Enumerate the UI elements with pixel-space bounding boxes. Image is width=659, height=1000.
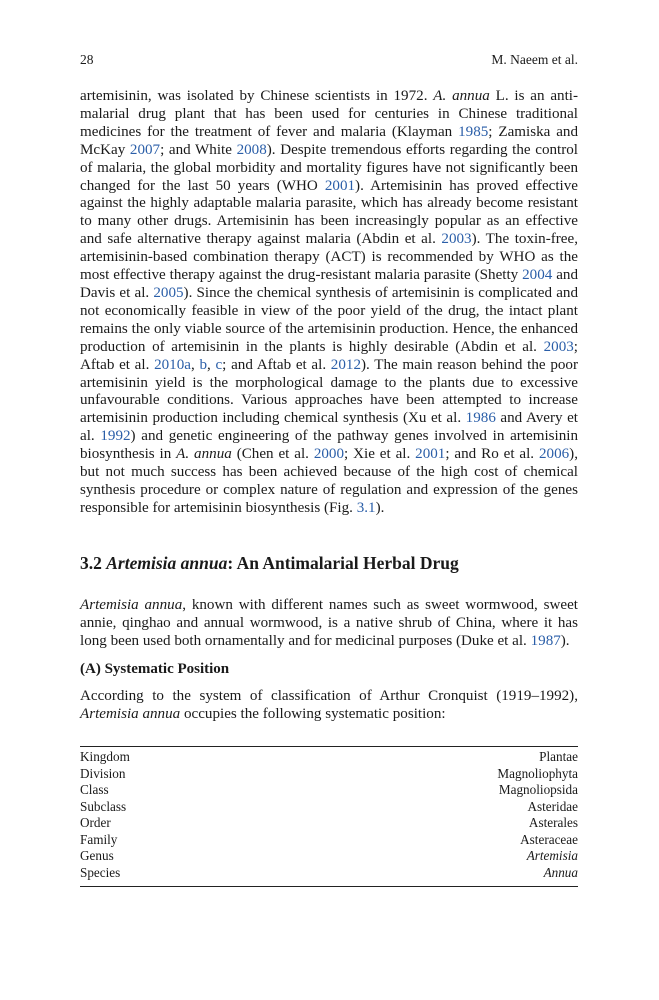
value-cell: Annua bbox=[543, 864, 578, 880]
rank-cell: Family bbox=[80, 831, 118, 847]
italic-term: Artemisia annua bbox=[80, 597, 183, 613]
text-run: L. is an anti-malarial drug plant that has been used for centuries in Chinese traditional medicines for the treatment of fever and malaria (Klayman bbox=[80, 88, 578, 140]
section-heading bbox=[80, 553, 578, 574]
value-cell: Asterales bbox=[528, 815, 578, 830]
text-run: ). Since the chemical synthesis of artemisinin is complicated and not economically feasible in view of the poor yield of the drug, the intact plant remains the only viable source of the artemisinin production. Hence, the enhanced production of artemisinin in the plants is highly desirable (Abdin et al. bbox=[80, 284, 578, 355]
value-cell: Plantae bbox=[539, 749, 578, 764]
citation-link[interactable]: 2000 bbox=[313, 446, 345, 463]
citation-link[interactable]: 1992 bbox=[100, 428, 131, 445]
table-row bbox=[80, 747, 578, 766]
body-paragraph-1 bbox=[80, 88, 578, 518]
citation-link[interactable]: 2008 bbox=[236, 141, 267, 158]
text-run: ). bbox=[375, 499, 385, 516]
italic-term: A. annua bbox=[176, 446, 232, 463]
page-number: 28 bbox=[80, 52, 94, 67]
value-cell: Asteraceae bbox=[520, 831, 578, 847]
section-title-italic: Artemisia annua bbox=[106, 553, 228, 573]
body-paragraph-2 bbox=[80, 597, 578, 651]
text-run: ), but not much success has been achieved because of the high cost of chemical synthesis procedure or complex nature of regulation and expression of the genes responsible for artemisinin biosynthesis (Fig. bbox=[80, 446, 578, 516]
value-cell: Magnoliophyta bbox=[497, 765, 578, 781]
citation-link[interactable]: 2004 bbox=[522, 267, 553, 284]
text-run: , known with different names such as sweet wormwood, sweet annie, qinghao and annual wormwood, is a native shrub of China, where it has long been used both ornamentally and for medicinal purposes (Duke et al. bbox=[80, 597, 579, 649]
section-number: 3.2 bbox=[80, 553, 102, 573]
text-run: ; and Aftab et al. bbox=[222, 356, 331, 373]
citation-link[interactable]: 2007 bbox=[129, 141, 161, 158]
italic-term: A. annua bbox=[433, 88, 490, 104]
table-bottom-rule bbox=[80, 886, 578, 887]
rank-cell: Subclass bbox=[80, 798, 127, 814]
italic-term: Artemisia annua bbox=[80, 705, 181, 722]
citation-link[interactable]: 2003 bbox=[543, 338, 574, 355]
text-run: ). Artemisinin has proved effective against the highly adaptable malaria parasite, which has already become resistant to many other drugs. Artemisinin has been increasingly popular as an effective and safe alternative therapy against malaria (Abdin et al. bbox=[80, 177, 578, 248]
text-run: ). bbox=[560, 632, 570, 649]
text-run: and Davis et al. bbox=[80, 267, 578, 301]
body-paragraph-3 bbox=[80, 688, 578, 724]
citation-link[interactable]: 3.1 bbox=[356, 499, 376, 516]
text-run: and Avery et al. bbox=[80, 410, 578, 445]
text-run: (Chen et al. bbox=[231, 446, 314, 463]
text-run: ). The main reason behind the poor artemisinin yield is the morphological damage to the plants due to excessive unfavourable conditions. Various approaches have been attempted to increase artemisinin production including chemical synthesis (Xu et al. bbox=[80, 356, 578, 427]
rank-cell: Species bbox=[80, 864, 121, 880]
subheading: (A) Systematic Position bbox=[80, 661, 230, 677]
running-head-authors: M. Naeem et al. bbox=[491, 52, 578, 67]
citation-link[interactable]: 1987 bbox=[530, 632, 561, 649]
text-run: ). Despite tremendous efforts regarding the control of malaria, the global morbidity and mortality figures have not significantly been changed for the last 50 years (WHO bbox=[80, 141, 578, 194]
table-row bbox=[80, 766, 578, 783]
text-run: artemisinin, was isolated by Chinese scientists in 1972. bbox=[80, 88, 434, 104]
rank-cell: Kingdom bbox=[80, 749, 130, 764]
citation-link[interactable]: 1986 bbox=[465, 410, 496, 427]
rank-cell: Class bbox=[80, 782, 109, 797]
table-row bbox=[80, 848, 578, 865]
citation-link[interactable]: 2006 bbox=[538, 446, 570, 463]
table-row bbox=[80, 832, 578, 849]
table-row bbox=[80, 815, 578, 832]
text-run: ; and Ro et al. bbox=[445, 446, 539, 463]
value-cell: Artemisia bbox=[526, 848, 578, 863]
text-run: ; Xie et al. bbox=[344, 446, 416, 463]
rank-cell: Order bbox=[80, 815, 111, 830]
table-row bbox=[80, 865, 578, 884]
taxonomy-table bbox=[80, 747, 578, 883]
text-run: ; Zamiska and McKay bbox=[80, 123, 578, 158]
text-run: ; Aftab et al. bbox=[80, 338, 578, 373]
table-row bbox=[80, 799, 578, 816]
text-run: , bbox=[206, 356, 216, 373]
citation-link[interactable]: b bbox=[199, 356, 207, 373]
text-run: ) and genetic engineering of the pathway genes involved in artemisinin biosynthesis in bbox=[80, 428, 578, 463]
section-title-rest: : An Antimalarial Herbal Drug bbox=[227, 553, 459, 573]
citation-link[interactable]: 1985 bbox=[458, 123, 489, 140]
citation-link[interactable]: 2010a bbox=[154, 356, 191, 373]
rank-cell: Division bbox=[80, 765, 126, 781]
rank-cell: Genus bbox=[80, 848, 114, 863]
citation-link[interactable]: 2005 bbox=[153, 284, 184, 301]
value-cell: Magnoliopsida bbox=[498, 782, 578, 797]
text-run: According to the system of classification of Arthur Cronquist (1919–1992), bbox=[80, 688, 578, 704]
table-row bbox=[80, 782, 578, 799]
citation-link[interactable]: 2001 bbox=[415, 446, 446, 463]
citation-link[interactable]: 2001 bbox=[324, 177, 356, 194]
text-run: occupies the following systematic position: bbox=[180, 705, 446, 722]
text-run: ; and White bbox=[160, 141, 237, 158]
text-run: ). The toxin-free, artemisinin-based combination therapy (ACT) is recommended by WHO as the most effective therapy against the drug-resistant malaria parasite (Shetty bbox=[80, 231, 578, 284]
citation-link[interactable]: 2003 bbox=[441, 231, 472, 248]
text-run: , bbox=[190, 356, 200, 373]
citation-link[interactable]: 2012 bbox=[330, 356, 361, 373]
value-cell: Asteridae bbox=[527, 798, 578, 814]
citation-link[interactable]: c bbox=[215, 356, 223, 373]
